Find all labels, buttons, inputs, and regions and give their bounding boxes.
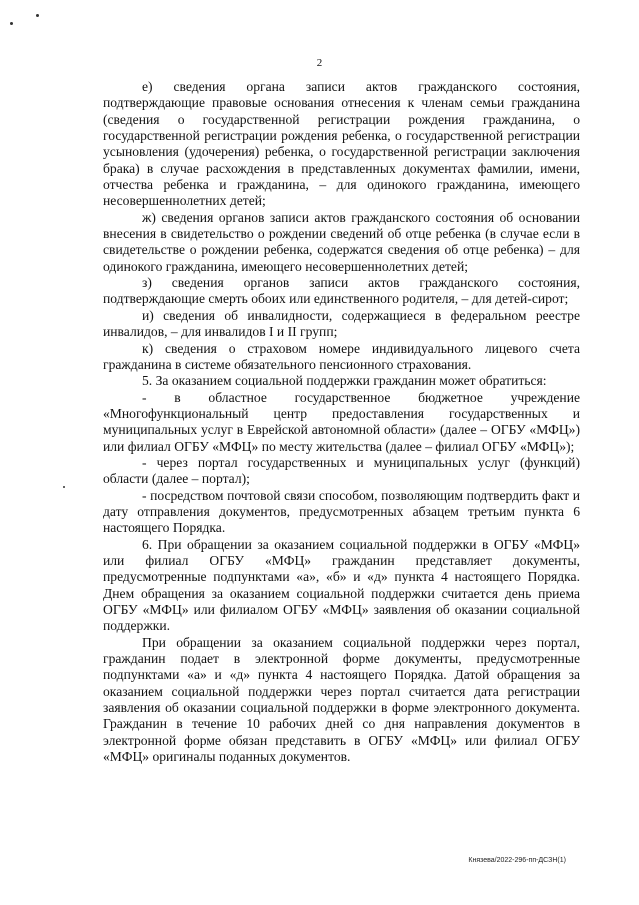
paragraph-zh: ж) сведения органов записи актов гражданского состояния об основании внесения в свидетельство о рождении сведений об отце ребенка (в случае если в свидетельстве о рождении ребенка, содержатся сведения об отце ребенка) – для одинокого гражданина, имеющего несовершеннолетних детей;	[103, 209, 580, 274]
paragraph-5-option-post: - посредством почтовой связи способом, позволяющим подтвердить факт и дату отправления документов, предусмотренных абзацем третьим пункта 6 настоящего Порядка.	[103, 487, 580, 536]
paragraph-6: 6. При обращении за оказанием социальной поддержки в ОГБУ «МФЦ» или филиал ОГБУ «МФЦ» гражданин представляет документы, предусмотренные подпунктами «а», «б» и «д» пункта 4 настоящего Порядка. Днем обращения за оказанием социальной поддержки считается день приема ОГБУ «МФЦ» или филиалом ОГБУ «МФЦ» заявления об оказании социальной поддержки.	[103, 536, 580, 634]
paragraph-5-option-portal: - через портал государственных и муниципальных услуг (функций) области (далее – портал);	[103, 454, 580, 487]
scan-mark	[10, 22, 13, 25]
scan-mark	[63, 486, 65, 488]
scan-mark	[36, 14, 39, 17]
page-number: 2	[316, 57, 323, 69]
paragraph-i: и) сведения об инвалидности, содержащиеся в федеральном реестре инвалидов, – для инвалидов I и II групп;	[103, 307, 580, 340]
document-body	[103, 79, 580, 765]
document-code: Князева/2022-296-пп-ДСЗН(1)	[468, 857, 566, 864]
paragraph-e: е) сведения органа записи актов гражданского состояния, подтверждающие правовые основания отнесения к членам семьи гражданина (сведения о государственной регистрации рождения гражданина, о государственной регистрации рождения ребенка, о государственной регистрации усыновления (удочерения) ребенка, о государственной регистрации заключения брака) в случае расхождения в представленных документах фамилии, имени, отчества ребенка и гражданина, – для одинокого гражданина, имеющего несовершеннолетних детей;	[103, 79, 580, 209]
paragraph-5: 5. За оказанием социальной поддержки гражданин может обратиться:	[142, 373, 547, 389]
paragraph-6-portal: При обращении за оказанием социальной поддержки через портал, гражданин подает в электронной форме документы, предусмотренные подпунктами «а» и «д» пункта 4 настоящего Порядка. Датой обращения за оказанием социальной поддержки через портал считается дата регистрации заявления об оказании социальной поддержки в форме электронного документа. Гражданин в течение 10 рабочих дней со дня направления документов в электронной форме обязан представить в ОГБУ «МФЦ» или филиал ОГБУ «МФЦ» оригиналы поданных документов.	[103, 634, 580, 765]
paragraph-z: з) сведения органов записи актов гражданского состояния, подтверждающие смерть обоих или единственного родителя, – для детей-сирот;	[103, 275, 580, 307]
paragraph-5-option-mfc: - в областное государственное бюджетное учреждение «Многофункциональный центр предоставления государственных и муниципальных услуг в Еврейской автономной области» (далее – ОГБУ «МФЦ») или филиал ОГБУ «МФЦ» по месту жительства (далее – филиал ОГБУ «МФЦ»);	[103, 389, 580, 454]
paragraph-k: к) сведения о страховом номере индивидуального лицевого счета гражданина в системе обязательного пенсионного страхования.	[103, 340, 580, 372]
